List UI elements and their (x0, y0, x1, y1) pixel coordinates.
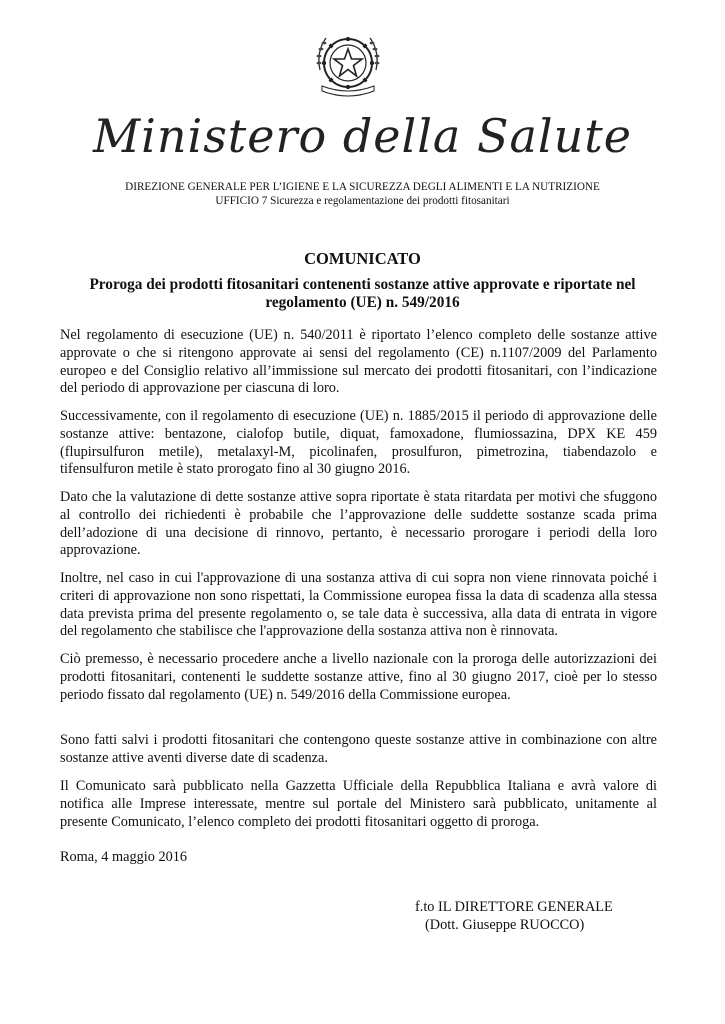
ministry-name: Ministero della Salute (93, 109, 632, 163)
office-name: UFFICIO 7 Sicurezza e regolamentazione dei prodotti fitosanitari (215, 195, 510, 207)
italian-republic-emblem-icon (312, 30, 384, 100)
paragraph: Successivamente, con il regolamento di esecuzione (UE) n. 1885/2015 il periodo di approvazione delle sostanze attive: bentazone, cialofop butile, diquat, famoxadone, flumiossazina, DPX KE 459 (flupirsulfuron metile), metalaxyl-M, picolinafen, prosulfuron, pimetrozina, tiabendazolo e tifensulfuron metile è stato prorogato fino al 30 giugno 2016. (60, 408, 657, 478)
paragraph: Nel regolamento di esecuzione (UE) n. 540/2011 è riportato l’elenco completo delle sostanze attive approvate o che si ritengono approvate ai sensi del regolamento (CE) n.1107/2009 del Parlamento europeo e del Consiglio relativo all’immissione sul mercato dei prodotti fitosanitari, con l’indicazione del periodo di approvazione per ciascuna di loro. (60, 327, 657, 397)
document-date: Roma, 4 maggio 2016 (60, 849, 188, 865)
paragraph: Inoltre, nel caso in cui l'approvazione di una sostanza attiva di cui sopra non viene rinnovata poiché i criteri di approvazione non sono rispettati, la Commissione europea fissa la data di scadenza alla stessa data prevista prima del presente regolamento o, se tale data è successiva, alla data di entrata in vigore del regolamento che stabilisce che l'approvazione della sostanza attiva non è rinnovata. (60, 570, 657, 640)
paragraph: Il Comunicato sarà pubblicato nella Gazzetta Ufficiale della Repubblica Italiana e avrà valore di notifica alle Imprese interessate, mentre sul portale del Ministero sarà pubblicato, unitamente al presente Comunicato, l’elenco completo dei prodotti fitosanitari oggetto di proroga. (60, 778, 657, 830)
document-subject: Proroga dei prodotti fitosanitari contenenti sostanze attive approvate e riportate nel regolamento (UE) n. 549/2016 (89, 276, 636, 311)
paragraph: Dato che la valutazione di dette sostanze attive sopra riportate è stata ritardata per motivi che sfuggono al controllo dei richiedenti è probabile che l’approvazione delle suddette sostanze scada prima dell’adozione di una decisione di rinnovo, pertanto, è necessario prorogare i periodi della loro approvazione. (60, 489, 657, 559)
document-title: COMUNICATO (304, 249, 421, 268)
signature-name: (Dott. Giuseppe RUOCCO) (425, 917, 585, 933)
department-name: DIREZIONE GENERALE PER L’IGIENE E LA SICUREZZA DEGLI ALIMENTI E LA NUTRIZIONE (125, 181, 600, 193)
paragraph: Sono fatti salvi i prodotti fitosanitari che contengono queste sostanze attive in combinazione con altre sostanze attive aventi diverse date di scadenza. (60, 732, 657, 766)
signature-title: f.to IL DIRETTORE GENERALE (415, 899, 613, 915)
paragraph: Ciò premesso, è necessario procedere anche a livello nazionale con la proroga delle autorizzazioni dei prodotti fitosanitari, contenenti le suddette sostanze attive, fino al 30 giugno 2017, cioè per lo stesso periodo fissato dal regolamento (UE) n. 549/2016 della Commissione europea. (60, 651, 657, 703)
